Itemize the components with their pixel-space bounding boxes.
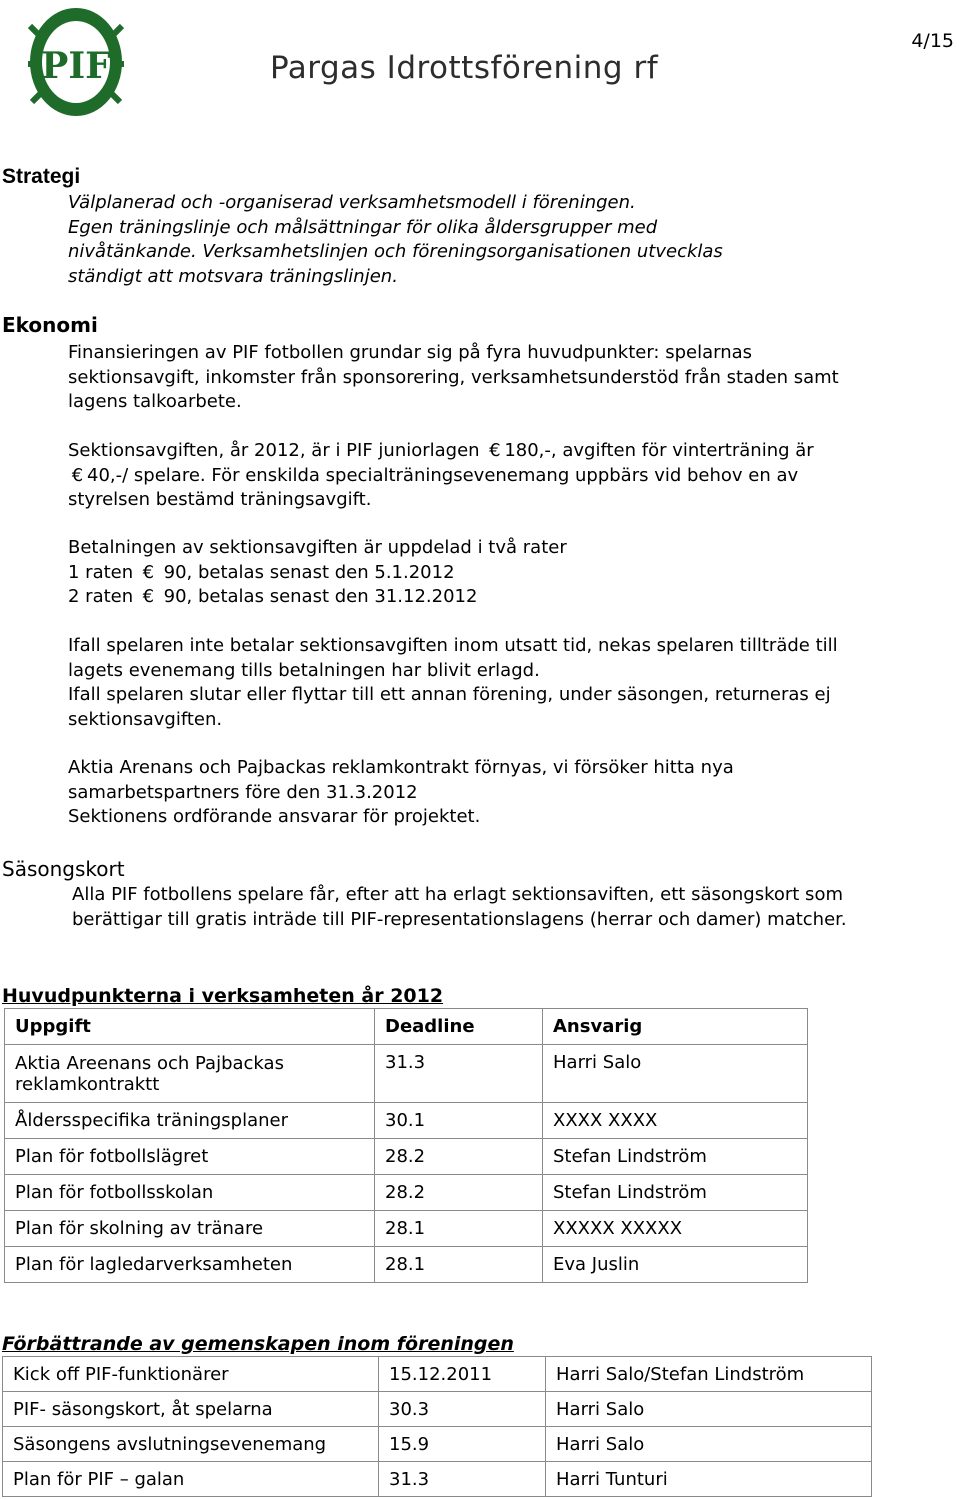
sasongskort-heading: Säsongskort — [2, 857, 125, 881]
table-cell: Plan för fotbollsskolan — [5, 1175, 375, 1211]
table-row — [5, 1139, 808, 1175]
table-cell: Stefan Lindström — [543, 1175, 808, 1211]
ekonomi-paragraph-1: Finansieringen av PIF fotbollen grundar sig på fyra huvudpunkter: spelarnas sektionsavgift, inkomster från sponsorering, verksamhetsunderstöd från staden samt lagens talkoarbete. — [68, 342, 839, 412]
gemenskapen-heading: Förbättrande av gemenskapen inom föreningen — [2, 1333, 514, 1355]
table-cell: Harri Tunturi — [546, 1462, 872, 1497]
sasongskort-text: Alla PIF fotbollens spelare får, efter att ha erlagt sektionsaviften, ett säsongskort som berättigar till gratis inträde till PIF-representationslagens (herrar och damer) matcher. — [72, 884, 847, 930]
table-row — [5, 1247, 808, 1283]
table-cell: Harri Salo — [543, 1045, 808, 1103]
table-cell: Åldersspecifika träningsplaner — [5, 1103, 375, 1139]
table-header-row — [5, 1009, 808, 1045]
table-cell: Plan för skolning av tränare — [5, 1211, 375, 1247]
ekonomi-paragraph-5: Aktia Arenans och Pajbackas reklamkontrakt förnyas, vi försöker hitta nya samarbetspartners före den 31.3.2012 Sektionens ordförande ansvarar för projektet. — [68, 757, 734, 827]
table-cell: Stefan Lindström — [543, 1139, 808, 1175]
table-cell: Harri Salo — [546, 1427, 872, 1462]
ekonomi-paragraph-4: Ifall spelaren inte betalar sektionsavgiften inom utsatt tid, nekas spelaren tillträde till lagets evenemang tills betalningen har blivit erlagd. Ifall spelaren slutar eller flyttar till ett annan förening, under säsongen, returneras ej sektionsavgiften. — [68, 635, 838, 730]
column-header: Ansvarig — [543, 1009, 808, 1045]
svg-text:PIF: PIF — [41, 45, 111, 87]
table-cell: 28.1 — [375, 1247, 543, 1283]
strategi-heading: Strategi — [2, 165, 81, 188]
table-cell: 28.2 — [375, 1139, 543, 1175]
column-header: Uppgift — [5, 1009, 375, 1045]
ekonomi-heading: Ekonomi — [2, 313, 98, 337]
huvudpunkter-table — [4, 1008, 808, 1283]
table-cell: 31.3 — [379, 1462, 546, 1497]
table-cell: 15.9 — [379, 1427, 546, 1462]
table-row — [3, 1427, 872, 1462]
table-cell: 28.2 — [375, 1175, 543, 1211]
table-cell: 30.1 — [375, 1103, 543, 1139]
table-row — [3, 1392, 872, 1427]
org-title: Pargas Idrottsförening rf — [270, 50, 659, 86]
table-cell: Kick off PIF-funktionärer — [3, 1357, 379, 1392]
table-cell: Säsongens avslutningsevenemang — [3, 1427, 379, 1462]
table-row — [3, 1462, 872, 1497]
table-cell: Eva Juslin — [543, 1247, 808, 1283]
table-row — [5, 1045, 808, 1103]
column-header: Deadline — [375, 1009, 543, 1045]
strategi-text: Välplanerad och -organiserad verksamhetsmodell i föreningen. Egen träningslinje och målsättningar för olika åldersgrupper med nivåtänkande. Verksamhetslinjen och föreningsorganisationen utvecklas ständigt att motsvara träningslinjen. — [68, 192, 723, 287]
euro-sign-icon: € — [489, 440, 501, 461]
table-cell: Harri Salo — [546, 1392, 872, 1427]
table-cell: Plan för PIF – galan — [3, 1462, 379, 1497]
euro-sign-icon: € — [142, 561, 155, 583]
table-cell: 30.3 — [379, 1392, 546, 1427]
table-cell: Plan för fotbollslägret — [5, 1139, 375, 1175]
table-cell: XXXX XXXX — [543, 1103, 808, 1139]
huvudpunkter-heading: Huvudpunkterna i verksamheten år 2012 — [2, 985, 444, 1007]
table-row — [5, 1175, 808, 1211]
gemenskapen-table — [2, 1356, 872, 1497]
ekonomi-paragraph-2: Sektionsavgiften, år 2012, är i PIF juniorlagen € 180,-, avgiften för vinterträning är € 40,-/ spelare. För enskilda specialträningsevenemang uppbärs vid behov en av styrelsen bestämd träningsavgift. — [68, 440, 814, 510]
pif-logo — [28, 4, 124, 120]
table-cell: XXXXX XXXXX — [543, 1211, 808, 1247]
table-cell: 15.12.2011 — [379, 1357, 546, 1392]
table-cell: Harri Salo/Stefan Lindström — [546, 1357, 872, 1392]
table-row — [3, 1357, 872, 1392]
table-row — [5, 1211, 808, 1247]
table-cell: Plan för lagledarverksamheten — [5, 1247, 375, 1283]
table-cell: PIF- säsongskort, åt spelarna — [3, 1392, 379, 1427]
table-row — [5, 1103, 808, 1139]
table-cell: 28.1 — [375, 1211, 543, 1247]
euro-sign-icon: € — [71, 464, 84, 486]
euro-sign-icon: € — [142, 586, 155, 607]
page-number: 4/15 — [911, 30, 954, 52]
table-cell: 31.3 — [375, 1045, 543, 1103]
table-cell: Aktia Areenans och Pajbackas reklamkontraktt — [5, 1045, 375, 1103]
ekonomi-paragraph-3: Betalningen av sektionsavgiften är uppdelad i två rater 1 raten € 90, betalas senast den 5.1.2012 2 raten € 90, betalas senast den 31.12.2012 — [68, 536, 567, 610]
